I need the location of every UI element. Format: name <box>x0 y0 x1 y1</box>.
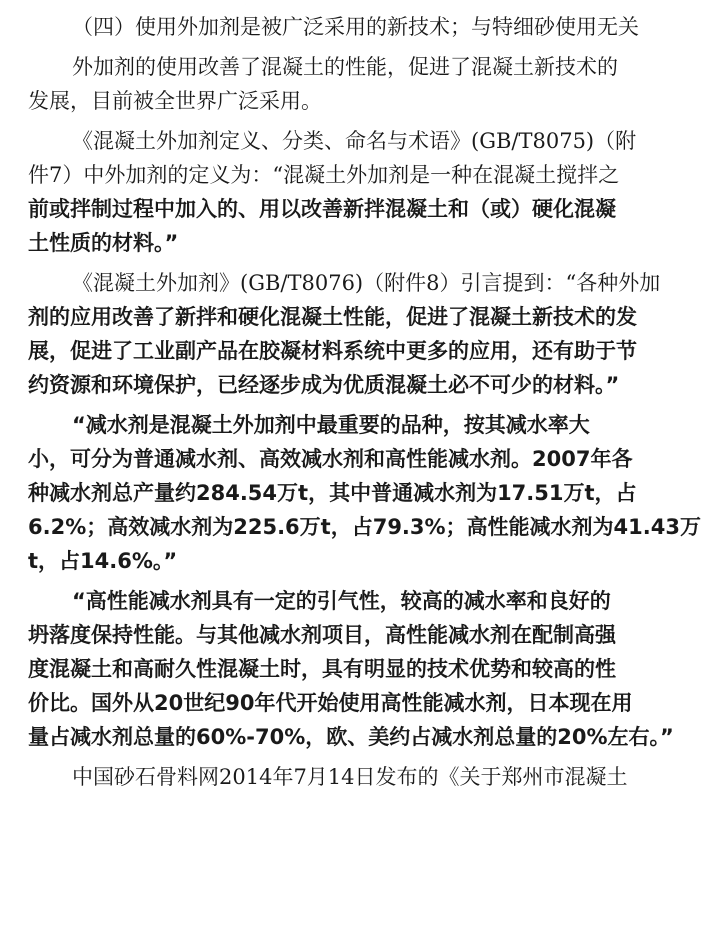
paragraph <box>28 124 637 260</box>
paragraph <box>28 760 629 794</box>
text-line: 度混凝土和高耐久性混凝土时，具有明显的技术优势和较高的性 <box>28 657 616 681</box>
text-line: 外加剂的使用改善了混凝土的性能，促进了混凝土新技术的 <box>72 55 618 79</box>
text-line: 剂的应用改善了新拌和硬化混凝土性能，促进了混凝土新技术的发 <box>28 305 637 329</box>
text-line: 《混凝土外加剂定义、分类、命名与术语》(GB/T8075)（附 <box>72 129 637 153</box>
document-body <box>28 10 701 794</box>
paragraph <box>28 266 661 402</box>
text-line: “高性能减水剂具有一定的引气性，较高的减水率和良好的 <box>72 589 611 613</box>
text-line: 土性质的材料。” <box>28 231 179 255</box>
paragraph <box>28 408 701 578</box>
text-line: 种减水剂总产量约284.54万t，其中普通减水剂为17.51万t，占 <box>28 481 637 505</box>
text-line: 约资源和环境保护，已经逐步成为优质混凝土必不可少的材料。” <box>28 373 620 397</box>
text-line: （四）使用外加剂是被广泛采用的新技术；与特细砂使用无关 <box>72 15 639 39</box>
paragraph <box>28 10 639 44</box>
paragraph <box>28 50 629 118</box>
text-line: 量占减水剂总量的60%-70%，欧、美约占减水剂总量的20%左右。” <box>28 725 674 749</box>
text-line: 中国砂石骨料网2014年7月14日发布的《关于郑州市混凝土 <box>72 765 628 789</box>
text-line: 6.2%；高效减水剂为225.6万t，占79.3%；高性能减水剂为41.43万 <box>28 515 701 539</box>
text-line: 小，可分为普通减水剂、高效减水剂和高性能减水剂。2007年各 <box>28 447 633 471</box>
text-line: 《混凝土外加剂》(GB/T8076)（附件8）引言提到：“各种外加 <box>72 271 661 295</box>
text-line: “减水剂是混凝土外加剂中最重要的品种，按其减水率大 <box>72 413 590 437</box>
paragraph <box>28 584 674 754</box>
text-line: 坍落度保持性能。与其他减水剂项目，高性能减水剂在配制高强 <box>28 623 616 647</box>
text-line: 展，促进了工业副产品在胶凝材料系统中更多的应用，还有助于节 <box>28 339 637 363</box>
text-line: 价比。国外从20世纪90年代开始使用高性能减水剂，日本现在用 <box>28 691 633 715</box>
text-line: 发展，目前被全世界广泛采用。 <box>28 89 322 113</box>
text-line: 件7）中外加剂的定义为：“混凝土外加剂是一种在混凝土搅拌之 <box>28 163 620 187</box>
text-line: t，占14.6%。” <box>28 549 178 573</box>
text-line: 前或拌制过程中加入的、用以改善新拌混凝土和（或）硬化混凝 <box>28 197 616 221</box>
